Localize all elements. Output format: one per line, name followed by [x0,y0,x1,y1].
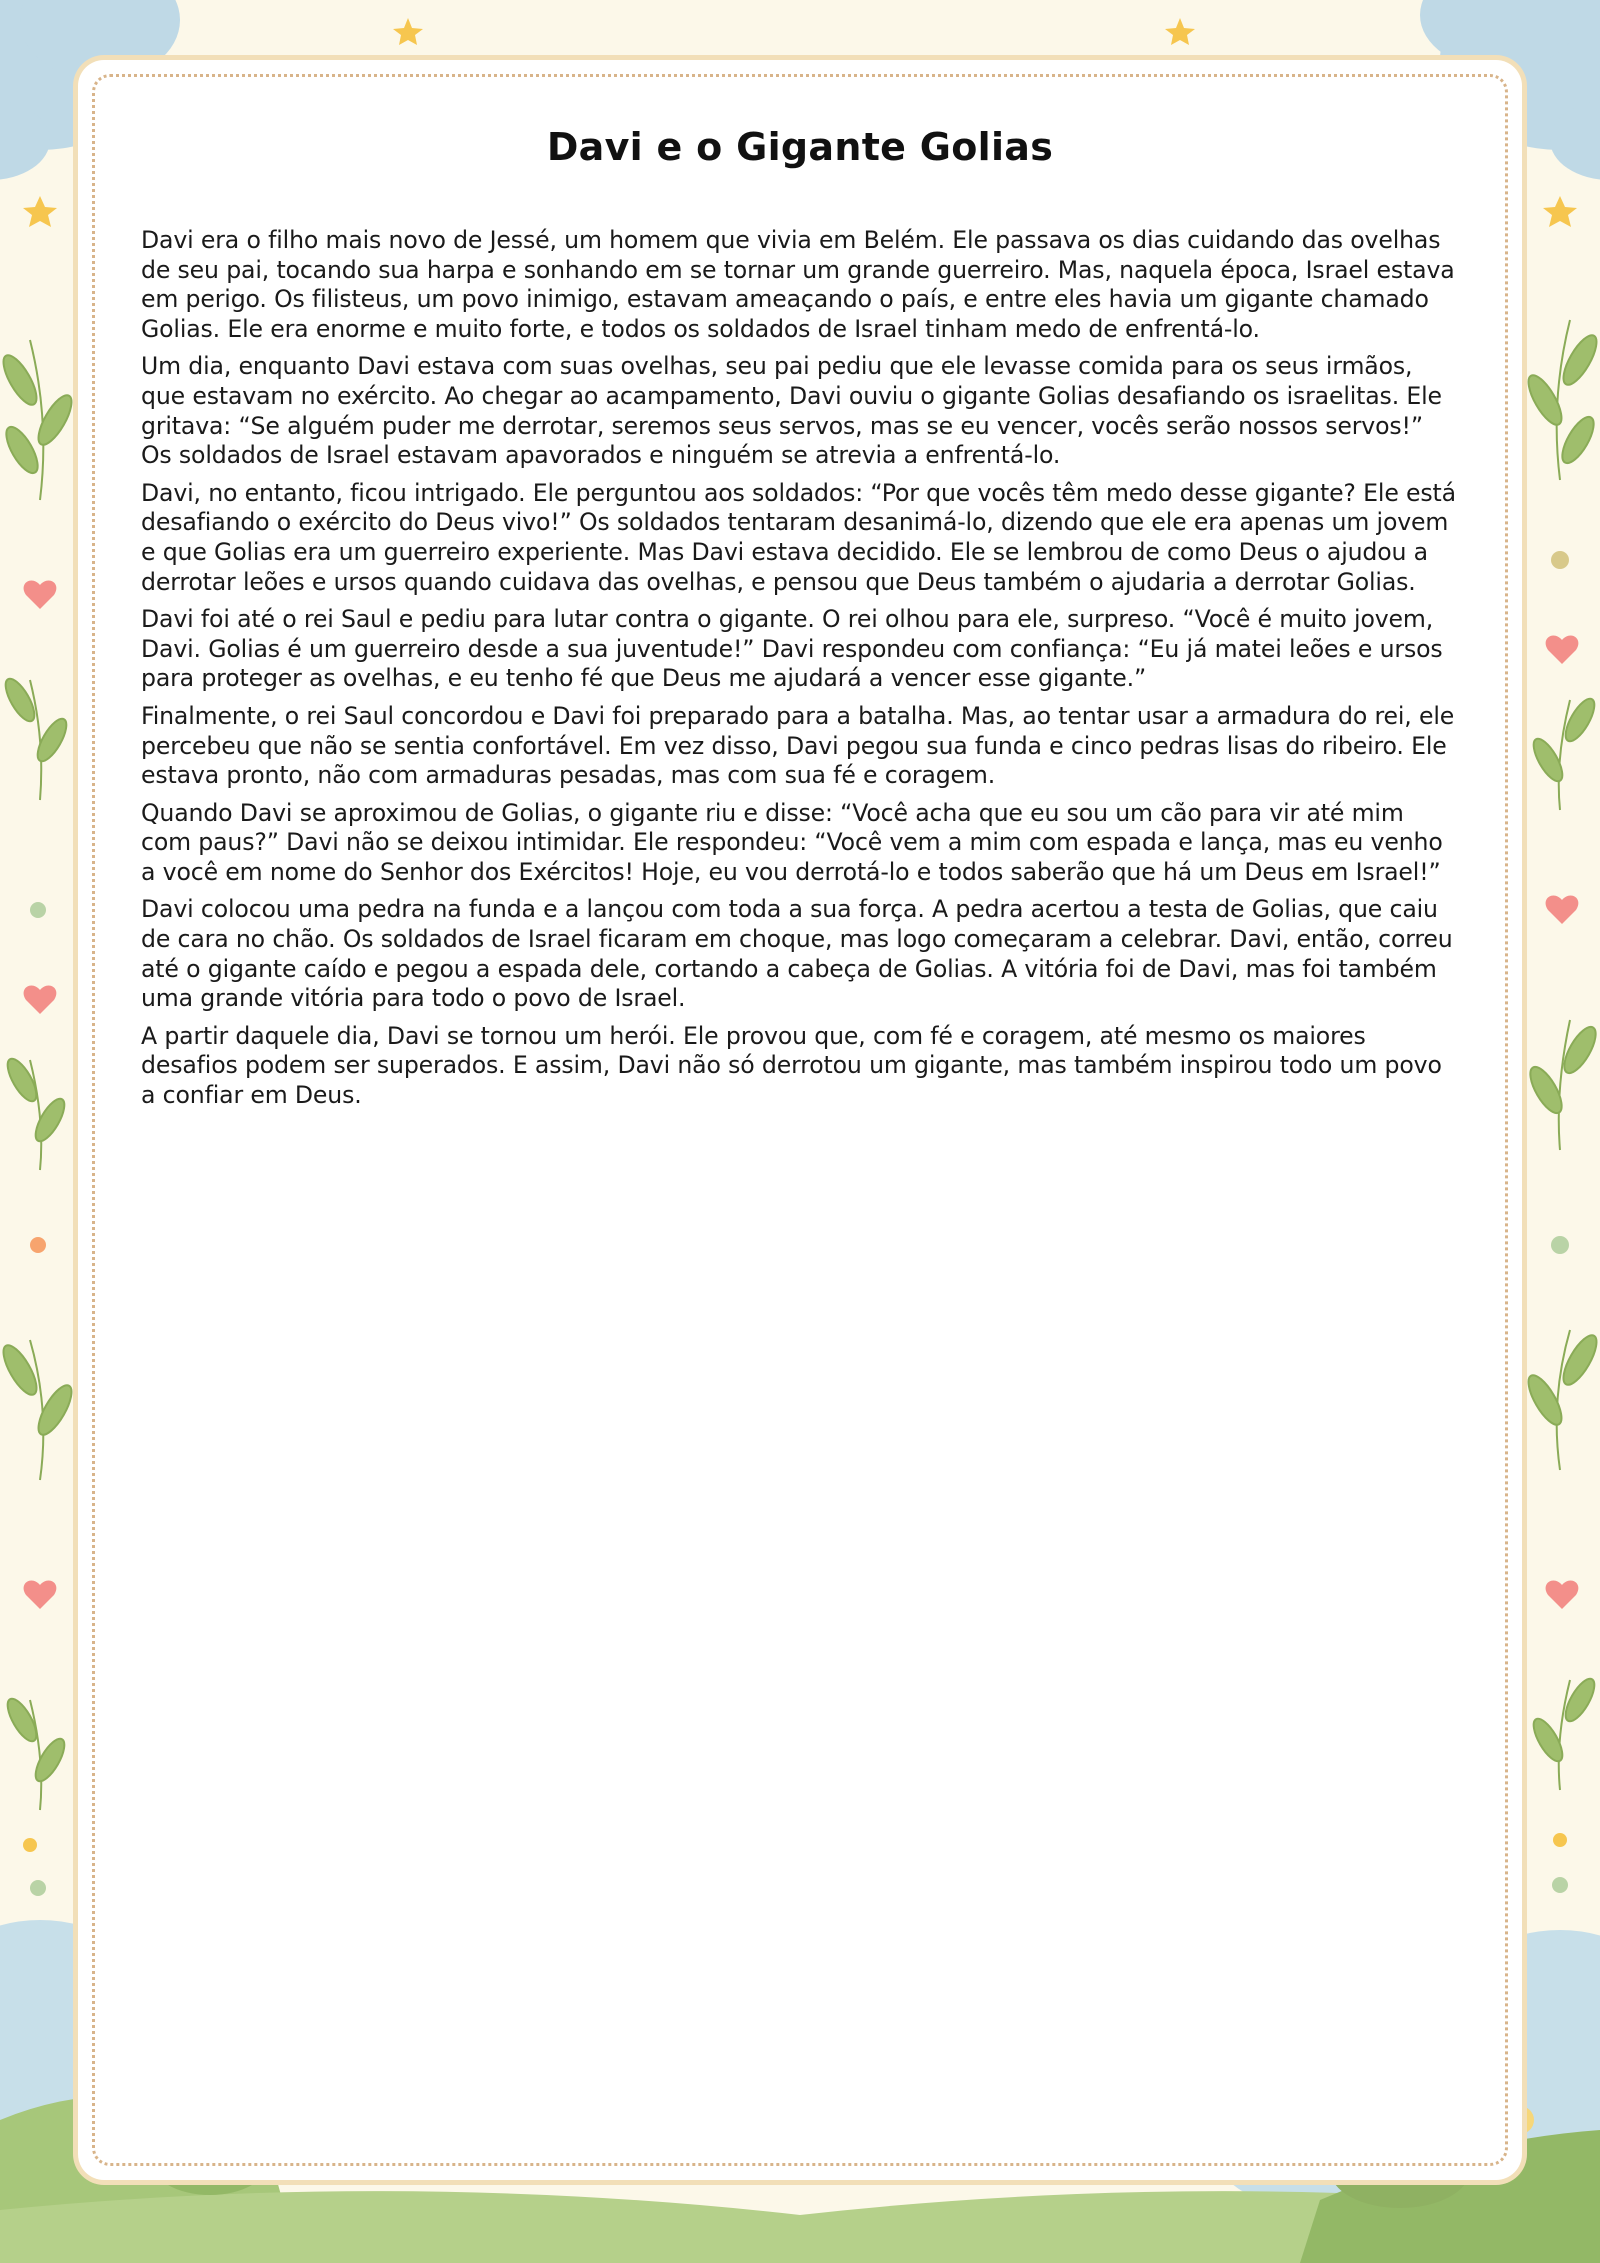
story-paragraph: A partir daquele dia, Davi se tornou um herói. Ele provou que, com fé e coragem, até mesmo os maiores desafios podem ser superados. E assim, Davi não só derrotou um gigante, mas também inspirou todo um povo a confiar em Deus. [141,1021,1442,1110]
document-title: Davi e o Gigante Golias [546,125,1054,169]
story-paragraph: Quando Davi se aproximou de Golias, o gigante riu e disse: “Você acha que eu sou um cão para vir até mim com paus?” Davi não se deixou intimidar. Ele respondeu: “Você vem a mim com espada e lança, mas eu venho a você em nome do Senhor dos Exércitos! Hoje, eu vou derrotá-lo e todos saberão que há um Deus em Israel!” [141,798,1443,886]
story-paragraph: Davi foi até o rei Saul e pediu para lutar contra o gigante. O rei olhou para ele, surpreso. “Você é muito jovem, Davi. Golias é um guerreiro desde a sua juventude!” Davi respondeu com confiança: “Eu já matei leões e ursos para proteger as ovelhas, e eu tenho fé que Deus me ajudará a vencer esse gigante.” [141,605,1443,693]
story-paragraph: Davi colocou uma pedra na funda e a lançou com toda a sua força. A pedra acertou a testa de Golias, que caiu de cara no chão. Os soldados de Israel ficaram em choque, mas logo começaram a celebrar. Davi, então, correu até o gigante caído e pegou a espada dele, cortando a cabeça de Golias. A vitória foi de Davi, mas foi também uma grande vitória para todo o povo de Israel. [141,895,1453,1013]
story-paragraph: Finalmente, o rei Saul concordou e Davi foi preparado para a batalha. Mas, ao tentar usar a armadura do rei, ele percebeu que não se sentia confortável. Em vez disso, Davi pegou sua funda e cinco pedras lisas do ribeiro. Ele estava pronto, não com armaduras pesadas, mas com sua fé e coragem. [141,701,1455,790]
story-paragraph: Davi, no entanto, ficou intrigado. Ele perguntou aos soldados: “Por que vocês têm medo desse gigante? Ele está desafiando o exército do Deus vivo!” Os soldados tentaram desanimá-lo, dizendo que ele era apenas um jovem e que Golias era um guerreiro experiente. Mas Davi estava decidido. Ele se lembrou de como Deus o ajudou a derrotar leões e ursos quando cuidava das ovelhas, e pensou que Deus também o ajudaria a derrotar Golias. [141,478,1456,596]
story-paragraph: Davi era o filho mais novo de Jessé, um homem que vivia em Belém. Ele passava os dias cuidando das ovelhas de seu pai, tocando sua harpa e sonhando em se tornar um grande guerreiro. Mas, naquela época, Israel estava em perigo. Os filisteus, um povo inimigo, estavam ameaçando o país, e entre eles havia um gigante chamado Golias. Ele era enorme e muito forte, e todos os soldados de Israel tinham medo de enfrentá-lo. [141,226,1455,343]
story-body [141,226,1459,1119]
story-paragraph: Um dia, enquanto Davi estava com suas ovelhas, seu pai pediu que ele levasse comida para os seus irmãos, que estavam no exército. Ao chegar ao acampamento, Davi ouviu o gigante Golias desafiando os israelitas. Ele gritava: “Se alguém puder me derrotar, seremos seus servos, mas se eu vencer, vocês serão nossos servos!” Os soldados de Israel estavam apavorados e ninguém se atrevia a enfrentá-lo. [141,352,1442,470]
